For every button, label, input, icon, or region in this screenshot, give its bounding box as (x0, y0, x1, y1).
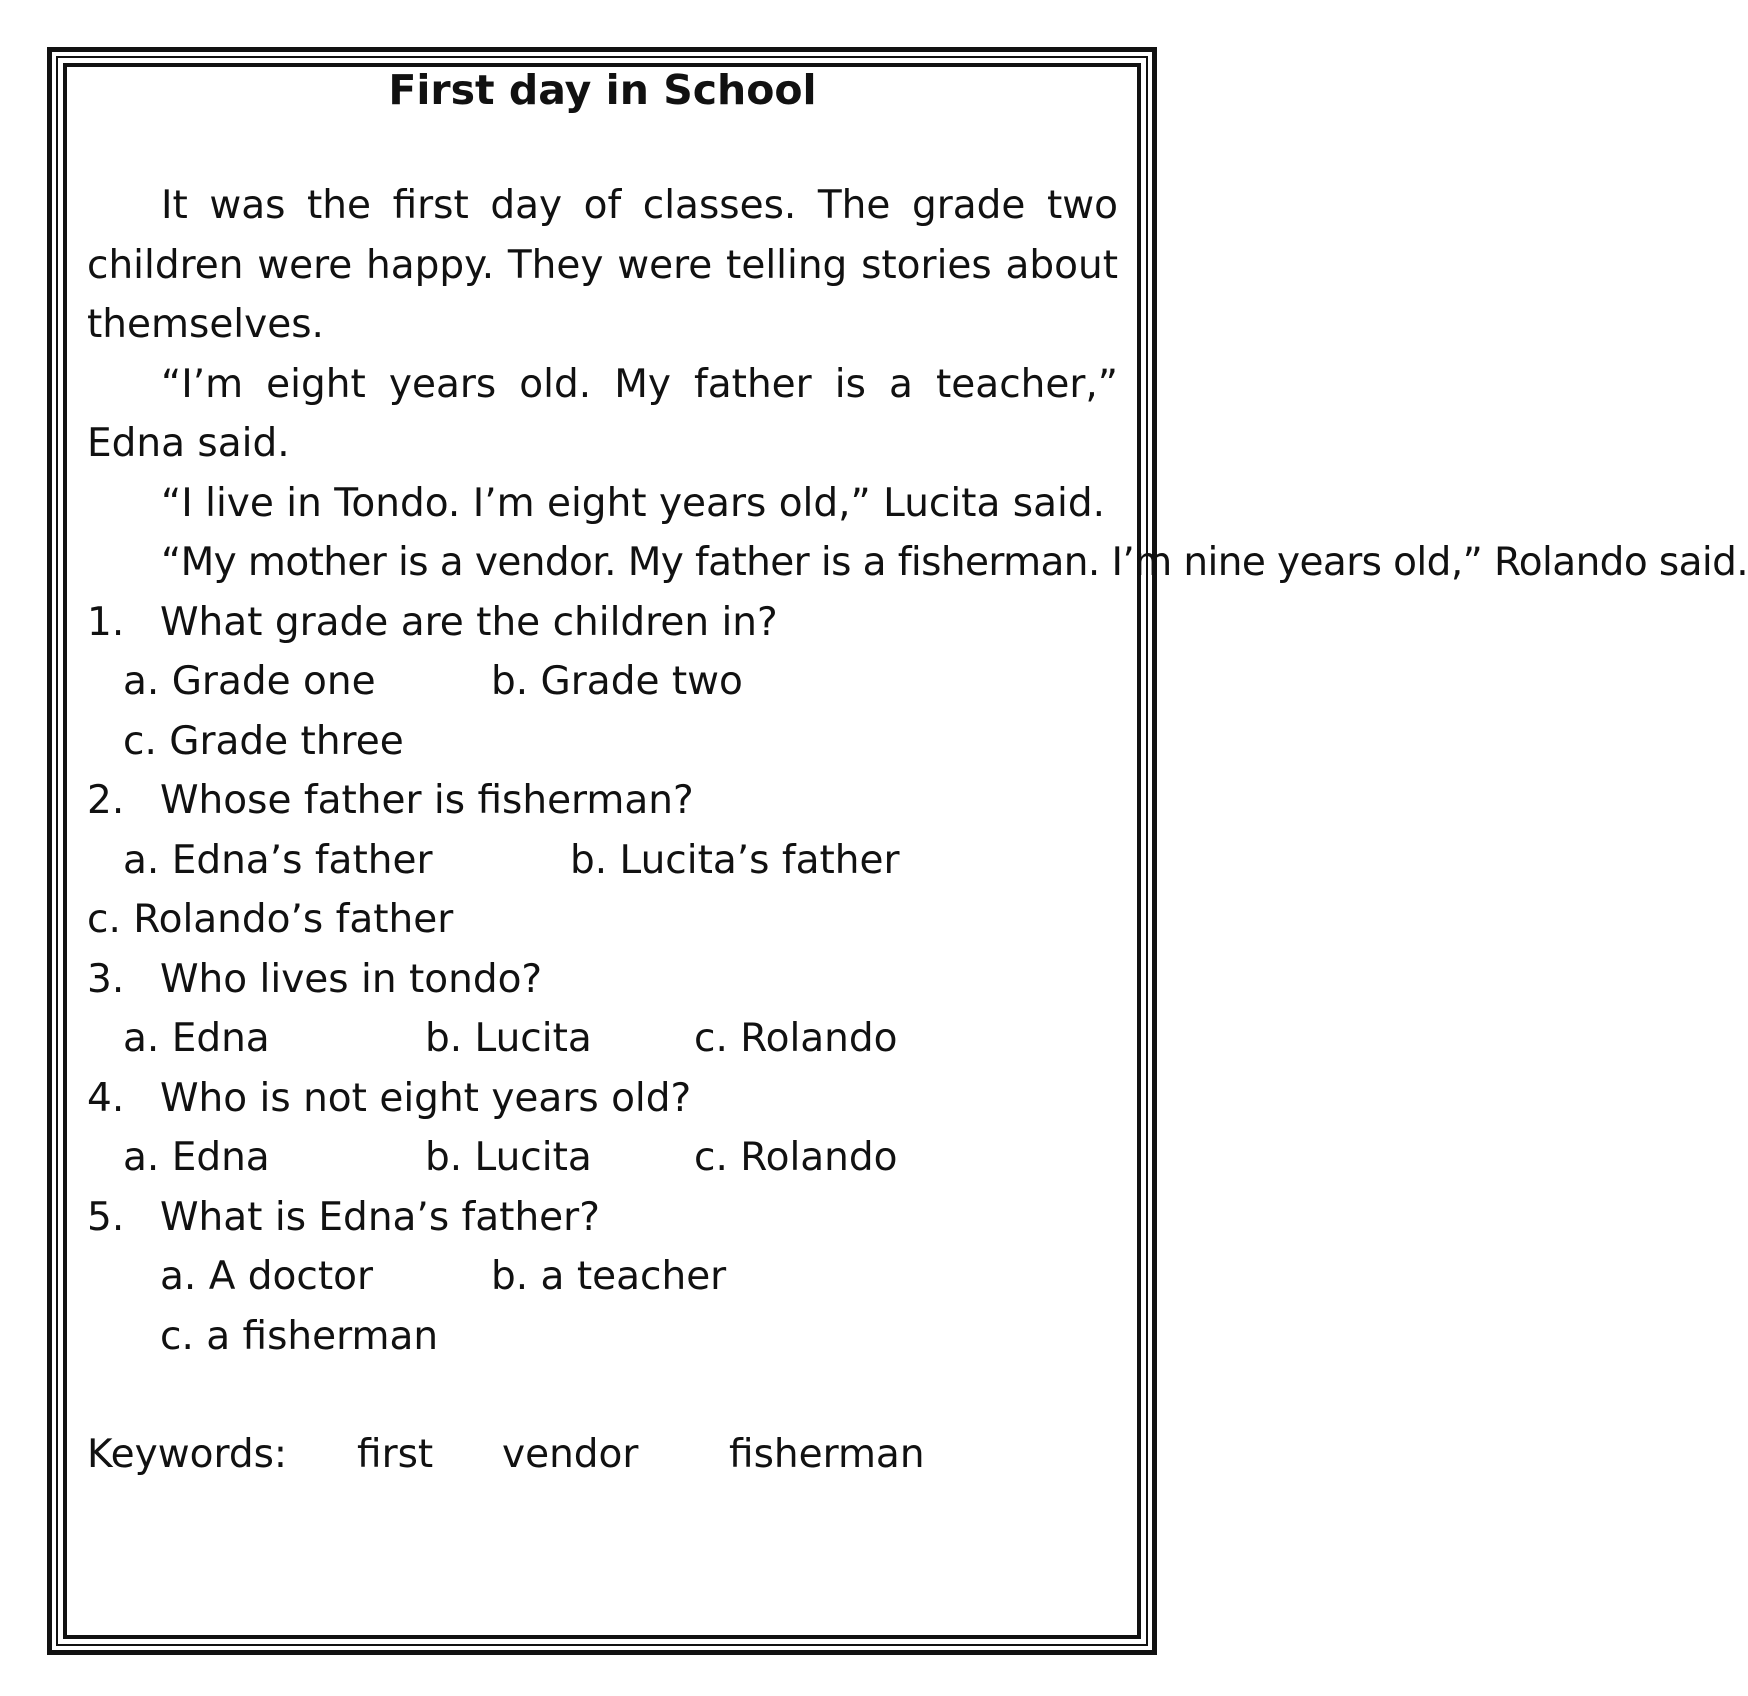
answer-option[interactable]: b. Lucita’s father (570, 837, 900, 883)
story-paragraph: It was the first day of classes. The grade two children were happy. They were telling stories about themselves. (87, 183, 1118, 347)
answer-options (87, 890, 1118, 950)
question-text: What grade are the children in? (160, 599, 778, 645)
question-1 (87, 593, 1118, 653)
question-text: Who is not eight years old? (160, 1075, 692, 1121)
answer-options (87, 831, 1118, 891)
keyword: fisherman (729, 1432, 925, 1477)
answer-option[interactable]: a. Grade one (123, 659, 376, 704)
answer-option[interactable]: c. Rolando’s father (87, 897, 454, 942)
question-2 (87, 771, 1118, 831)
keyword: first (357, 1432, 434, 1477)
answer-options (87, 712, 1118, 772)
question-text: Who lives in tondo? (160, 956, 543, 1002)
answer-option[interactable]: a. Edna’s father (123, 837, 433, 883)
answer-option[interactable]: b. Grade two (491, 659, 743, 704)
question-3 (87, 950, 1118, 1010)
answer-option[interactable]: b. a teacher (491, 1254, 727, 1299)
answer-option[interactable]: c. Rolando (694, 1135, 898, 1180)
answer-option[interactable]: c. a fisherman (160, 1313, 439, 1359)
answer-options (87, 1307, 1118, 1367)
answer-option[interactable]: b. Lucita (425, 1016, 592, 1061)
question-text: What is Edna’s father? (160, 1194, 600, 1240)
question-text: Whose father is fisherman? (160, 778, 694, 823)
question-4 (87, 1069, 1118, 1129)
question-number: 1. (87, 599, 125, 645)
answer-option[interactable]: c. Rolando (694, 1016, 898, 1061)
question-number: 2. (87, 778, 125, 823)
answer-option[interactable]: a. Edna (123, 1135, 270, 1180)
answer-option[interactable]: b. Lucita (425, 1135, 592, 1180)
question-5 (87, 1188, 1118, 1248)
keywords-row (87, 1425, 1118, 1485)
story-paragraph: “I’m eight years old. My father is a teacher,” Edna said. (87, 361, 1118, 466)
keyword: vendor (502, 1432, 639, 1477)
answer-option[interactable]: a. Edna (123, 1016, 270, 1061)
worksheet-content (87, 60, 1748, 1485)
answer-options (87, 1247, 1118, 1307)
question-number: 5. (87, 1194, 125, 1240)
question-number: 4. (87, 1075, 125, 1121)
answer-options (87, 1128, 1118, 1188)
question-number: 3. (87, 956, 125, 1002)
story-paragraph: “I live in Tondo. I’m eight years old,” Lucita said. (161, 480, 1105, 526)
story-passage (87, 176, 1748, 593)
answer-option[interactable]: a. A doctor (160, 1254, 374, 1299)
answer-option[interactable]: c. Grade three (123, 718, 404, 764)
keywords-label: Keywords: (87, 1432, 288, 1477)
answer-options (87, 652, 1118, 712)
answer-options (87, 1009, 1118, 1069)
spacer (87, 1366, 1118, 1425)
story-paragraph: “My mother is a vendor. My father is a fisherman. I’m nine years old,” Rolando said. (161, 540, 1748, 585)
worksheet-title: First day in School (388, 66, 817, 114)
